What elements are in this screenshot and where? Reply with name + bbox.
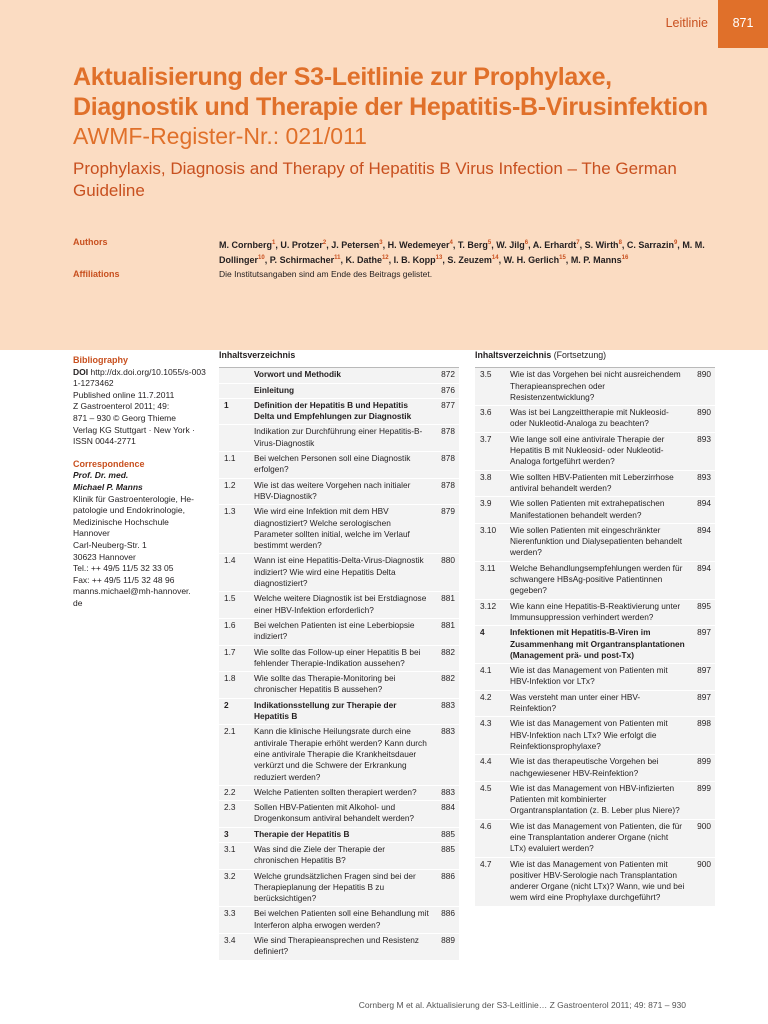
- article-title: Aktualisierung der S3-Leitlinie zur Prophylaxe, Diagnostik und Therapie der Hepatitis-B-Virusinfektion: [73, 63, 708, 121]
- page-footer: Cornberg M et al. Aktualisierung der S3-Leitlinie… Z Gastroenterol 2011; 49: 871 – 930: [358, 1000, 686, 1010]
- address-line: Medizinische Hochschule: [73, 516, 169, 527]
- author-name: S. Zeuzem: [447, 254, 492, 265]
- toc-row[interactable]: [219, 786, 459, 801]
- toc-page: 886: [441, 908, 455, 919]
- author-affiliation-ref: 14: [491, 254, 499, 261]
- bibliography-lines: [73, 390, 208, 448]
- toc-title: Welche Behandlungsempfehlungen werden für schwangere HBsAg-positive Patientinnen gegeben?: [510, 562, 683, 596]
- toc-title: Definition der Hepatitis B und Hepatitis Delta und Empfehlungen zur Diagnostik: [254, 399, 412, 422]
- toc-page: 889: [441, 935, 455, 946]
- toc-title: Was versteht man unter einer HBV-Reinfektion?: [510, 691, 641, 714]
- section-label: Leitlinie: [665, 16, 708, 30]
- register-number: AWMF-Register-Nr.: 021/011: [73, 123, 367, 149]
- running-head: [666, 0, 768, 48]
- toc-row[interactable]: [475, 858, 715, 907]
- correspondence-name: [73, 470, 208, 493]
- author-name: P. Schirmacher: [269, 254, 335, 265]
- toc-page: 877: [441, 399, 455, 410]
- author-affiliation-ref: 9: [673, 240, 678, 246]
- toc-page: 900: [697, 858, 711, 869]
- toc-number: 4.3: [480, 718, 492, 729]
- toc-page: 898: [697, 718, 711, 729]
- toc-number: 4.7: [480, 858, 492, 869]
- correspondence-label: Correspondence: [73, 458, 145, 469]
- toc-page: 886: [441, 870, 455, 881]
- toc-number: 2: [224, 699, 229, 710]
- toc-number: 3.4: [224, 935, 236, 946]
- author-name: C. Sarrazin: [626, 240, 674, 250]
- toc-page: 882: [441, 646, 455, 657]
- correspondence-address: [73, 494, 208, 610]
- toc-row[interactable]: [219, 870, 459, 908]
- author-affiliation-ref: 12: [381, 254, 389, 261]
- toc-row[interactable]: [475, 562, 715, 600]
- toc-title: Wann ist eine Hepatitis-Delta-Virus-Diagnostik indiziert? Wie wird eine Hepatitis Delta diagnostiziert?: [254, 555, 424, 589]
- affiliations-text: Die Institutsangaben sind am Ende des Beitrags gelistet.: [219, 269, 433, 279]
- toc-page: 884: [441, 802, 455, 813]
- bibliography-line: 871 – 930 © Georg Thieme: [73, 412, 176, 423]
- toc-page: 897: [697, 691, 711, 702]
- toc-row[interactable]: [219, 554, 459, 592]
- toc-number: 1.7: [224, 646, 236, 657]
- author-name: H. Wedemeyer: [387, 240, 450, 250]
- toc-number: 3.7: [480, 433, 492, 444]
- toc-row[interactable]: [475, 664, 715, 691]
- toc-row[interactable]: [219, 479, 459, 506]
- address-line: Carl-Neuberg-Str. 1: [73, 539, 147, 550]
- toc-number: 4.1: [480, 665, 492, 676]
- address-line: 30623 Hannover: [73, 551, 136, 562]
- toc-row[interactable]: [475, 691, 715, 718]
- author-name: U. Protzer: [280, 240, 323, 250]
- toc-number: 4.6: [480, 820, 492, 831]
- toc-title: Wie ist das Management von Patienten, die für eine Transplantation anderer Organe (nicht LTx) evaluiert werden?: [510, 820, 683, 854]
- toc-row[interactable]: [219, 592, 459, 619]
- article-header: [0, 0, 768, 350]
- toc-number: 1.6: [224, 619, 236, 630]
- toc-number: 2.3: [224, 802, 236, 813]
- toc-title: Wie sollten HBV-Patienten mit Leberzirrhose antiviral behandelt werden?: [510, 471, 674, 493]
- toc-row[interactable]: [475, 471, 715, 498]
- address-line: Hannover: [73, 528, 110, 539]
- doi-link[interactable]: http://dx.doi.org/10.1055/s-0031-1273462: [73, 366, 206, 389]
- author-affiliation-ref: 7: [576, 240, 580, 246]
- toc-page: 890: [697, 369, 711, 380]
- author-affiliation-ref: 15: [559, 254, 566, 261]
- toc-page: 897: [697, 665, 711, 676]
- toc-number: 3.11: [480, 562, 496, 573]
- toc-title: Wie ist das Management von Patienten mit positiver HBV-Serologie nach Transplantation anderer Organe (nicht LTx)? Wann, wie und bei wem wird eine Prophylaxe durchgeführt?: [510, 858, 685, 903]
- toc-row[interactable]: [219, 505, 459, 554]
- toc-title: Indikationsstellung zur Therapie der Hepatitis B: [254, 699, 397, 722]
- toc-row[interactable]: [475, 820, 715, 858]
- toc-row[interactable]: [219, 907, 459, 934]
- toc-page: 882: [441, 673, 455, 684]
- toc-page: 894: [697, 524, 711, 535]
- toc-number: 1.4: [224, 555, 236, 566]
- author-affiliation-ref: 16: [621, 254, 629, 261]
- toc-number: 3.10: [480, 524, 497, 535]
- toc-title: Welche Patienten sollten therapiert werden?: [254, 786, 417, 797]
- toc-page: 894: [697, 498, 711, 509]
- doi-label: DOI: [73, 366, 89, 377]
- toc-number: [219, 369, 254, 380]
- toc-heading: Inhaltsverzeichnis: [219, 350, 296, 360]
- toc-number: 3.12: [480, 600, 497, 611]
- toc-row[interactable]: [475, 524, 715, 562]
- toc-number: 2.1: [224, 726, 236, 737]
- author-affiliation-ref: 6: [524, 240, 529, 246]
- toc-number: 1: [224, 399, 229, 410]
- sidebar: [73, 355, 208, 609]
- toc-title: Wie ist das Management von HBV-infizierten Patienten mit kombinierter Organtransplantation (z. B. Leber plus Niere)?: [510, 782, 680, 816]
- toc-title: Therapie der Hepatitis B: [254, 828, 350, 839]
- toc-title: Wie ist das Management von Patienten mit HBV-Infektion vor LTx?: [510, 665, 668, 687]
- toc-page: 890: [697, 407, 711, 418]
- toc-page: 883: [441, 786, 455, 797]
- toc-number: 3: [224, 828, 229, 839]
- toc-title: Wie sollen Patienten mit eingeschränkter Nierenfunktion und Dialysepatienten behandelt werden?: [510, 524, 683, 558]
- toc-number: 2.2: [224, 786, 236, 797]
- bibliography-line: ISSN 0044-2771: [73, 436, 136, 447]
- bibliography-line: Published online 11.7.2011: [73, 389, 175, 400]
- toc-table: [475, 367, 715, 906]
- toc-number: [219, 426, 254, 449]
- author-affiliation-ref: 3: [379, 240, 383, 246]
- doi-line: [73, 367, 208, 390]
- author-affiliation-ref: 4: [449, 240, 453, 246]
- toc-row[interactable]: [219, 384, 459, 399]
- toc-title: Wie sollte das Therapie-Monitoring bei chronischer Hepatitis B aussehen?: [254, 673, 396, 695]
- address-line: manns.michael@mh-hannover.: [73, 586, 191, 597]
- toc-row[interactable]: [475, 717, 715, 755]
- author-affiliation-ref: 10: [258, 254, 265, 261]
- toc-title: Infektionen mit Hepatitis-B-Viren im Zusammenhang mit Organtransplantationen (Management prä- und post-Tx): [510, 627, 685, 660]
- toc-title: Wie kann eine Hepatitis-B-Reaktivierung unter Immunsuppression verhindert werden?: [510, 600, 681, 622]
- author-affiliation-ref: 11: [334, 254, 341, 261]
- correspondence-name-line: Prof. Dr. med.: [73, 470, 129, 481]
- toc-row[interactable]: [475, 433, 715, 471]
- toc-row[interactable]: [219, 801, 459, 828]
- toc-row[interactable]: [475, 600, 715, 627]
- toc-number: [219, 385, 254, 396]
- toc-row[interactable]: [475, 755, 715, 782]
- toc-row[interactable]: [219, 725, 459, 785]
- toc-page: 885: [441, 828, 455, 839]
- toc-page: 885: [441, 843, 455, 854]
- bibliography-line: Z Gastroenterol 2011; 49:: [73, 401, 170, 412]
- toc-row[interactable]: [219, 699, 459, 726]
- toc-title: Wie ist das weitere Vorgehen nach initialer HBV-Diagnostik?: [254, 479, 411, 501]
- address-line: de: [73, 597, 83, 608]
- toc-title: Sollen HBV-Patienten mit Alkohol- und Drogenkonsum antiviral behandelt werden?: [254, 802, 415, 824]
- toc-page: 883: [441, 726, 455, 737]
- toc-page: 894: [697, 562, 711, 573]
- toc-number: 4.5: [480, 782, 492, 793]
- toc-number: 3.3: [224, 908, 236, 919]
- toc-row[interactable]: [219, 368, 459, 383]
- author-name: A. Erhardt: [532, 240, 577, 250]
- author-name: W. H. Gerlich: [503, 254, 560, 265]
- toc-left: [219, 350, 459, 961]
- toc-title: Wie lange soll eine antivirale Therapie der Hepatitis B mit Nukleosid- oder Nukleotid-Analoga fortgeführt werden?: [510, 433, 665, 467]
- toc-title: Was sind die Ziele der Therapie der chronischen Hepatitis B?: [254, 843, 385, 866]
- toc-page: 893: [697, 433, 711, 444]
- toc-title: Welche weitere Diagnostik ist bei Erstdiagnose einer HBV-Infektion erforderlich?: [254, 593, 427, 615]
- toc-title: Wie ist das Vorgehen bei nicht ausreichendem Therapieansprechen oder Resistenzentwicklung?: [510, 369, 681, 402]
- author-name: I. B. Kopp: [393, 254, 436, 265]
- toc-page: 878: [441, 479, 455, 490]
- toc-title: Wie sind Therapieansprechen und Resistenz definiert?: [254, 935, 419, 957]
- toc-page: 880: [441, 555, 455, 566]
- toc-heading-cont: (Fortsetzung): [553, 350, 607, 360]
- toc-page: 878: [441, 453, 455, 464]
- toc-page: 878: [441, 426, 455, 437]
- toc-right: [475, 350, 715, 907]
- author-name: K. Dathe: [345, 254, 382, 265]
- author-name: S. Wirth: [584, 240, 619, 250]
- toc-row[interactable]: [219, 934, 459, 961]
- toc-title: Was ist bei Langzeittherapie mit Nukleosid- oder Nukleotid-Analoga zu beachten?: [510, 407, 669, 429]
- toc-page: 876: [441, 384, 455, 395]
- author-name: M. M. Dollinger: [219, 240, 705, 265]
- author-affiliation-ref: 5: [487, 240, 492, 246]
- toc-number: 1.1: [224, 453, 236, 464]
- toc-title: Kann die klinische Heilungsrate durch eine antivirale Therapie erhöht werden? Kann durch eine antivirale Therapie die Krankheitsdauer verkürzt und die Schwere der Erkrankung reduziert werden?: [254, 726, 427, 782]
- toc-row[interactable]: [219, 843, 459, 870]
- toc-row[interactable]: [219, 619, 459, 646]
- toc-title: Indikation zur Durchführung einer Hepatitis-B-Virus-Diagnostik: [254, 426, 423, 448]
- toc-title: Wie ist das Management von Patienten mit HBV-Infektion nach LTx? Wie erfolgt die Reinfektionsprophylaxe?: [510, 718, 668, 751]
- author-affiliation-ref: 8: [618, 240, 622, 246]
- toc-number: 1.8: [224, 673, 236, 684]
- toc-page: 881: [441, 619, 455, 630]
- toc-title: Bei welchen Patienten ist eine Leberbiopsie indiziert?: [254, 619, 415, 642]
- toc-number: 1.5: [224, 593, 236, 604]
- toc-row[interactable]: [219, 828, 459, 843]
- toc-row[interactable]: [475, 782, 715, 820]
- toc-title: Wie sollen Patienten mit extrahepatischen Manifestationen behandelt werden?: [510, 498, 665, 520]
- author-name: M. Cornberg: [219, 240, 272, 250]
- toc-number: 1.2: [224, 479, 236, 490]
- toc-row[interactable]: [219, 452, 459, 479]
- toc-title: Wie sollte das Follow-up einer Hepatitis B bei fehlender Therapie-Indikation aussehen?: [254, 646, 421, 668]
- toc-row[interactable]: [219, 646, 459, 673]
- address-line: patologie und Endokrinologie,: [73, 505, 186, 516]
- toc-row[interactable]: [475, 406, 715, 433]
- toc-page: 897: [697, 627, 711, 638]
- authors-label: Authors: [73, 237, 108, 247]
- author-affiliation-ref: 13: [435, 254, 443, 261]
- toc-page: 872: [441, 369, 455, 380]
- author-name: T. Berg: [457, 240, 488, 250]
- english-subtitle: Prophylaxis, Diagnosis and Therapy of Hepatitis B Virus Infection – The German Guideline: [73, 159, 677, 200]
- correspondence-name-line: Michael P. Manns: [73, 481, 143, 492]
- toc-page: 900: [697, 820, 711, 831]
- toc-number: 3.9: [480, 498, 492, 509]
- bibliography-label: Bibliography: [73, 355, 129, 365]
- toc-title: Vorwort und Methodik: [254, 369, 341, 380]
- toc-title: Welche grundsätzlichen Fragen sind bei der Therapieplanung der Hepatitis B zu berücksichtigen?: [254, 870, 416, 904]
- toc-number: 1.3: [224, 506, 236, 517]
- page-number: 871: [718, 0, 768, 48]
- toc-title: Bei welchen Patienten soll eine Behandlung mit Interferon alpha erwogen werden?: [254, 908, 429, 930]
- address-line: Tel.: ++ 49/5 11/5 32 33 05: [73, 563, 174, 574]
- toc-number: 4: [480, 627, 485, 638]
- toc-row[interactable]: [219, 672, 459, 699]
- author-name: M. P. Manns: [570, 254, 622, 265]
- toc-number: 4.4: [480, 756, 492, 767]
- toc-number: 4.2: [480, 691, 492, 702]
- toc-page: 879: [441, 506, 455, 517]
- address-line: Fax: ++ 49/5 11/5 32 48 96: [73, 574, 175, 585]
- toc-title: Einleitung: [254, 384, 295, 395]
- author-affiliation-ref: 1: [272, 240, 276, 246]
- toc-number: 3.1: [224, 843, 236, 854]
- author-name: W. Jilg: [496, 240, 525, 250]
- affiliations-label: Affiliations: [73, 269, 120, 279]
- toc-title: Bei welchen Personen soll eine Diagnostik erfolgen?: [254, 453, 411, 475]
- author-list: M. Cornberg$^1$, U. Protzer$^2$, J. Petersen$^3$, H. Wedemeyer$^4$, T. Berg$^5$, W. Jilg$^6$, A. Erhardt$^7$, S. Wirth$^8$, C. Sarrazin$^9$, M. M. Dollinger$^{10}$, P. Schirmacher$^{11}$, K. Dathe$^{12}$, I. B. Kopp$^{13}$, S. Zeuzem$^{14}$, W. H. Gerlich$^{15}$, M. P. Manns$^{16}$: [219, 240, 705, 265]
- toc-heading-text: Inhaltsverzeichnis: [475, 350, 552, 360]
- toc-page: 881: [441, 593, 455, 604]
- toc-number: 3.8: [480, 471, 492, 482]
- toc-page: 893: [697, 471, 711, 482]
- toc-row[interactable]: [219, 399, 459, 426]
- toc-page: 895: [697, 600, 711, 611]
- toc-number: 3.5: [480, 369, 492, 380]
- toc-number: 3.2: [224, 870, 236, 881]
- toc-row[interactable]: [475, 368, 715, 406]
- toc-number: 3.6: [480, 407, 492, 418]
- toc-title: Wie wird eine Infektion mit dem HBV diagnostiziert? Welche serologischen Parameter sollten initial, welche im Verlauf bestimmt werden?: [254, 506, 410, 551]
- toc-row[interactable]: [475, 626, 715, 664]
- bibliography-line: Verlag KG Stuttgart · New York ·: [73, 424, 195, 435]
- toc-row[interactable]: [475, 497, 715, 524]
- address-line: Klinik für Gastroenterologie, He-: [73, 493, 194, 504]
- toc-page: 899: [697, 756, 711, 767]
- toc-title: Wie ist das therapeutische Vorgehen bei nachgewiesener HBV-Reinfektion?: [510, 756, 659, 778]
- author-affiliation-ref: 2: [322, 240, 327, 246]
- toc-heading-continued: [475, 350, 715, 361]
- author-name: J. Petersen: [331, 240, 380, 250]
- toc-page: 883: [441, 699, 455, 710]
- toc-page: 899: [697, 782, 711, 793]
- toc-table: [219, 367, 459, 960]
- toc-row[interactable]: [219, 425, 459, 452]
